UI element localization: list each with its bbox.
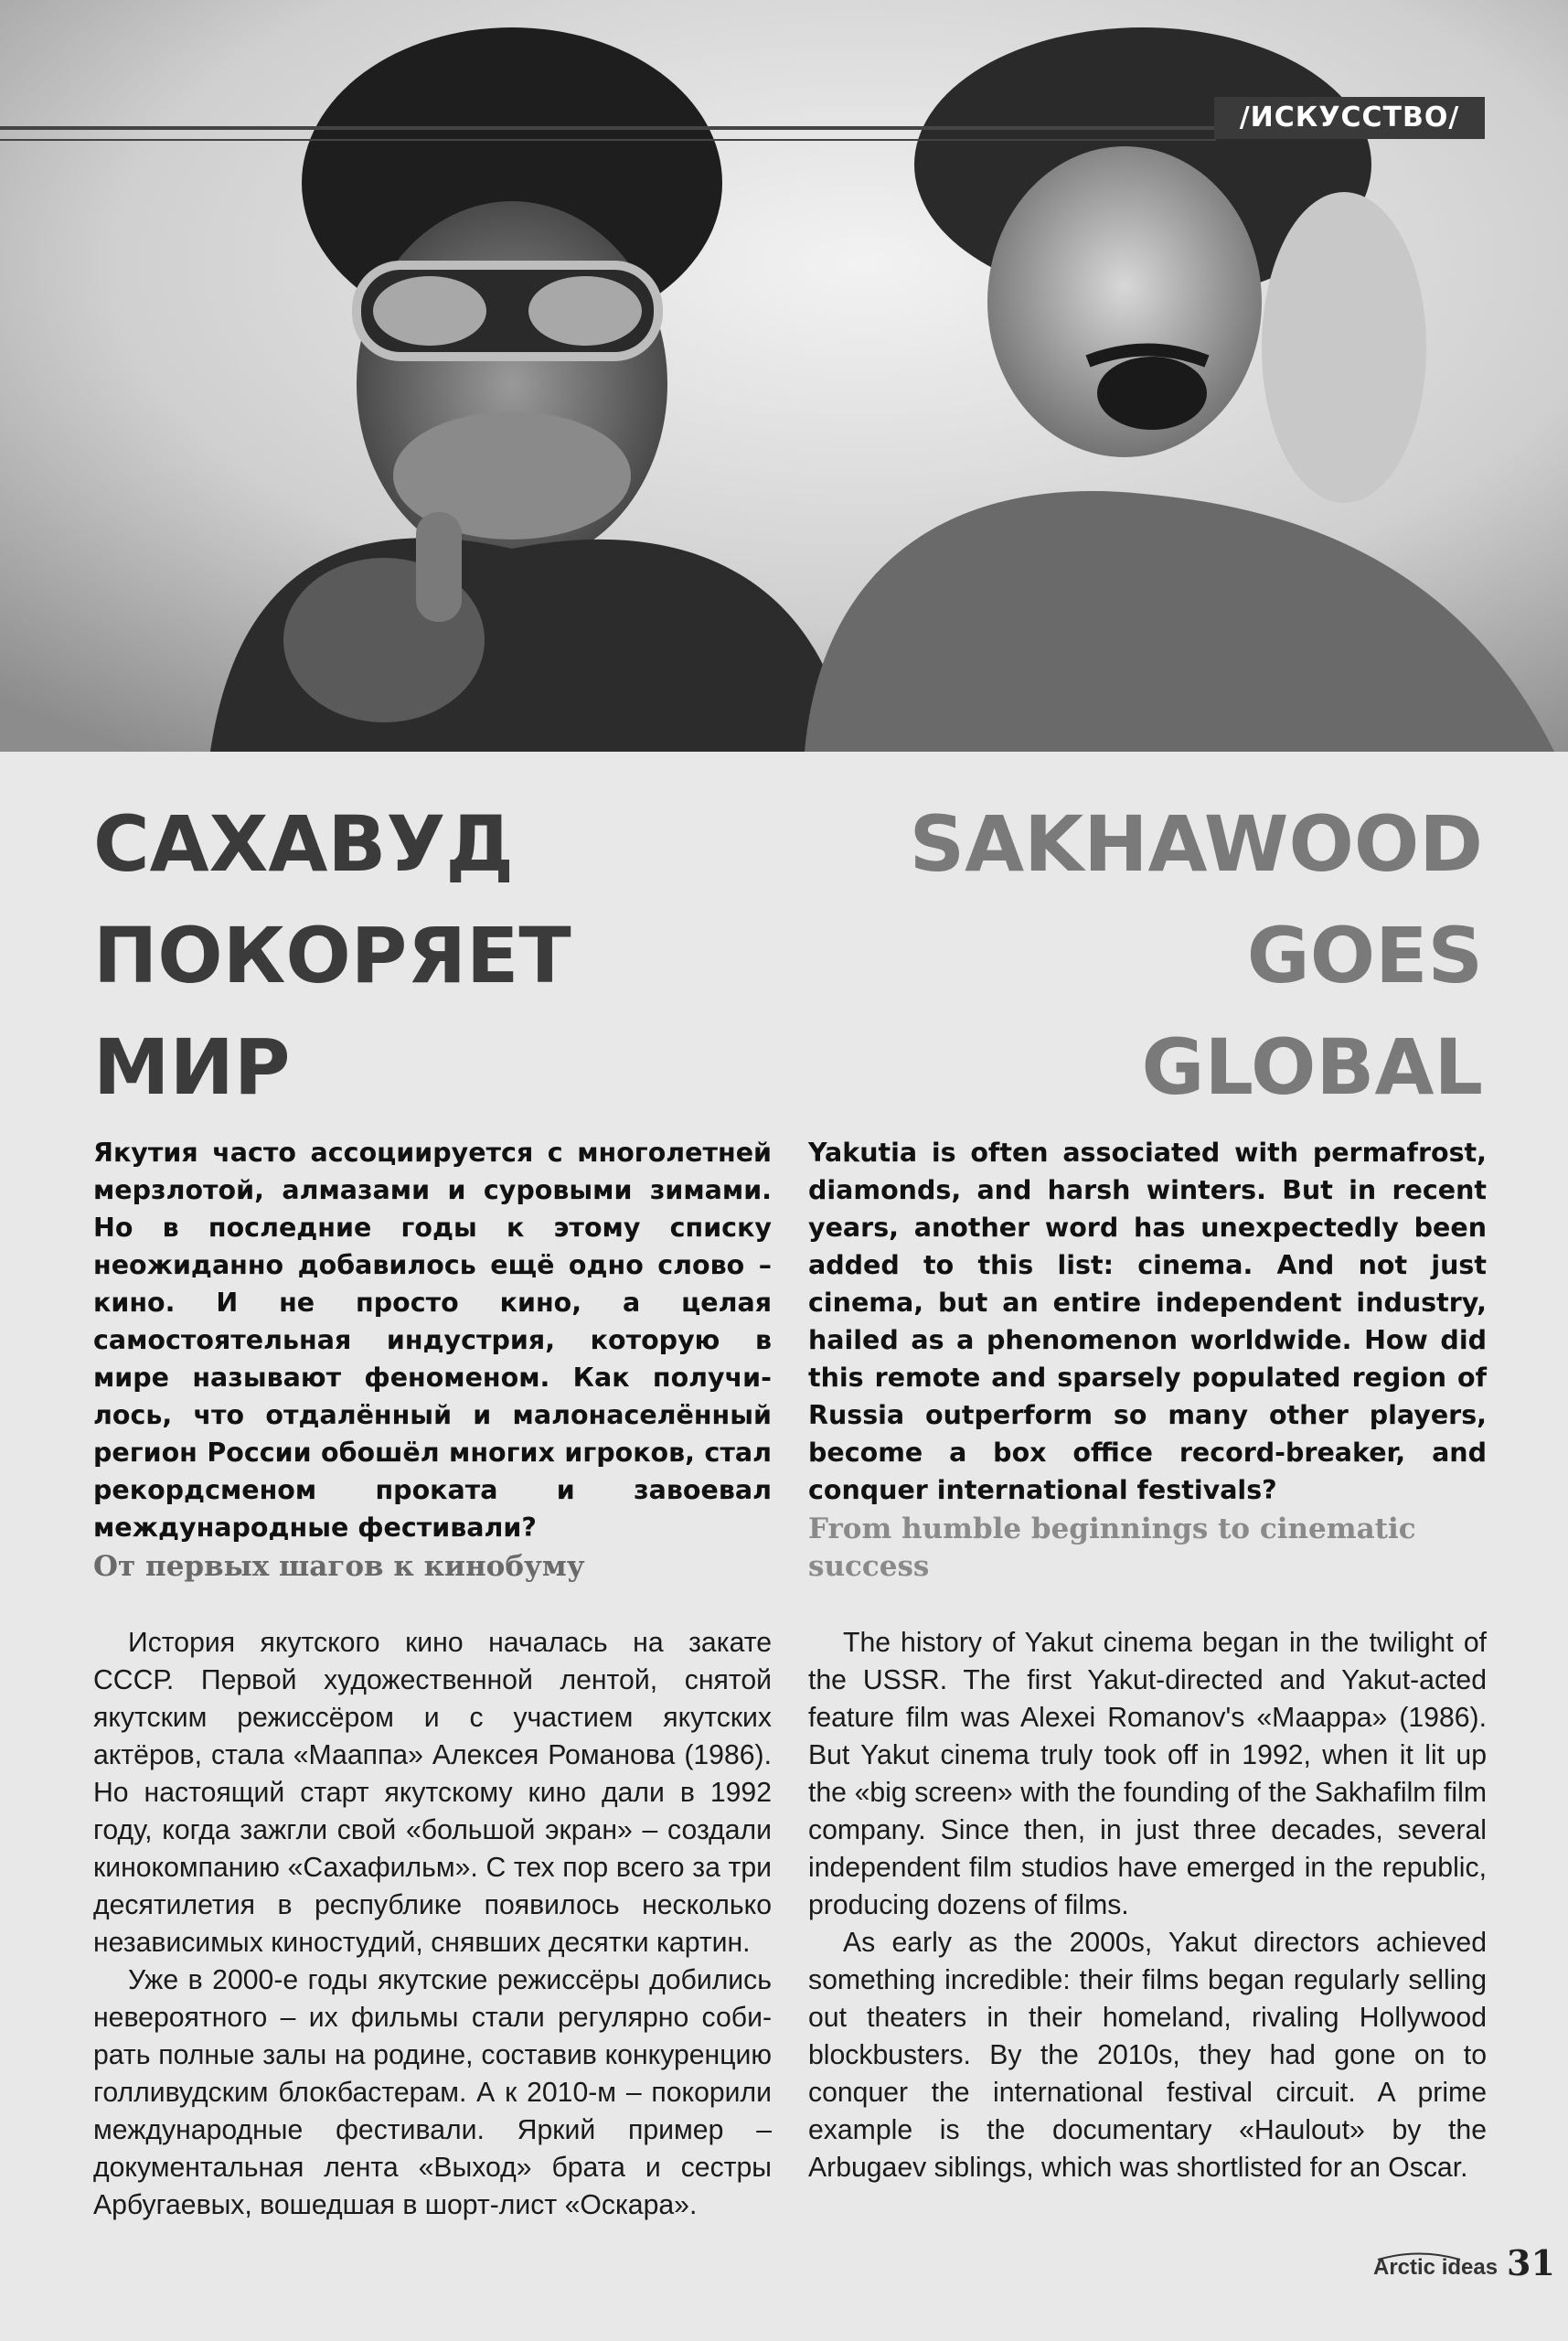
lead-russian: Якутия часто ассоциируется с многолетней мерзлотой, алмазами и суровыми зимами. Но в последние годы к этому списку неожиданно добавилось ещё одно слово – кино. И не просто кино, а целая самостоятельная индустрия, которую в мире называют феноменом. Как получилось, что отдалённый и малонаселённый регион России обошёл многих игроков, стал рекордсменом проката и завоевал международные фестивали? bbox=[93, 1138, 772, 1543]
page-number: 31 bbox=[1507, 2242, 1555, 2283]
section-tag: /ИСКУССТВО/ bbox=[1214, 97, 1485, 139]
body-ru-paragraph: Уже в 2000-е годы якутские режиссёры добились невероятного – их фильмы стали регулярно собирать полные залы на родине, составив конкуренцию голливудским блокбастерам. А к 2010-м – покорили международные фестивали. Яркий пример – документальная лента «Выход» брата и сестры Арбугаевых, вошедшая в шорт-лист «Оскара». bbox=[93, 1965, 772, 2220]
section-rule-bottom bbox=[0, 139, 1216, 141]
title-russian bbox=[93, 788, 733, 1123]
magazine-name: Arctic ideas bbox=[1373, 2255, 1499, 2280]
subhead-english: From humble beginnings to cinematic success bbox=[808, 1513, 1416, 1583]
body-english bbox=[808, 1624, 1487, 2186]
title-english bbox=[786, 788, 1483, 1123]
body-ru-paragraph: История якутского кино началась на закате СССР. Первой художественной лентой, снятой якутским режиссёром и с участием якутских актёров, стала «Мааппа» Алексея Романова (1986). Но настоящий старт якутскому кино дали в 1992 году, когда зажгли свой «большой экран» – создали кинокомпанию «Сахафильм». С тех пор всего за три десятилетия в республике появилось несколько независимых киностудий, снявших десятки картин. bbox=[93, 1628, 772, 1958]
section-rule-top bbox=[0, 126, 1216, 130]
title-en-line: SAKHAWOOD bbox=[909, 799, 1483, 889]
title-en-line: GLOBAL bbox=[1141, 1022, 1483, 1112]
body-en-paragraph: As early as the 2000s, Yakut directors achieved something incredible: their films began regularly selling out theaters in their homeland, rivaling Hollywood blockbusters. By the 2010s, they had gone on to conquer the international festival circuit. A prime example is the documentary «Haulout» by the Arbugaev siblings, which was shortlisted for an Oscar. bbox=[808, 1928, 1487, 2183]
body-russian bbox=[93, 1624, 772, 2224]
title-en-line: GOES bbox=[1246, 911, 1483, 1000]
subhead-russian: От первых шагов к кинобуму bbox=[93, 1550, 585, 1583]
title-ru-line: САХАВУД bbox=[93, 799, 515, 889]
magazine-logo bbox=[1373, 2251, 1498, 2281]
title-ru-line: МИР bbox=[93, 1022, 291, 1112]
body-en-paragraph: The history of Yakut cinema began in the twilight of the USSR. The first Yakut-directed and Yakut-acted feature film was Alexei Romanov's «Маарра» (1986). But Yakut cinema truly took off in 1992, when it lit up the «big screen» with the founding of the Sakhafilm film company. Since then, in just three decades, several independent film studios have emerged in the republic, producing dozens of films. bbox=[808, 1628, 1487, 1920]
title-ru-line: ПОКОРЯЕТ bbox=[93, 911, 571, 1000]
lead-english: Yakutia is often associated with permafrost, diamonds, and harsh winters. But in recent years, another word has unexpectedly been added to this list: cinema. And not just cinema, but an entire independent industry, hailed as a phenomenon worldwide. How did this remote and sparsely populated region of Russia outperform so many other players, become a box office record-breaker, and conquer international festivals? bbox=[808, 1138, 1487, 1505]
